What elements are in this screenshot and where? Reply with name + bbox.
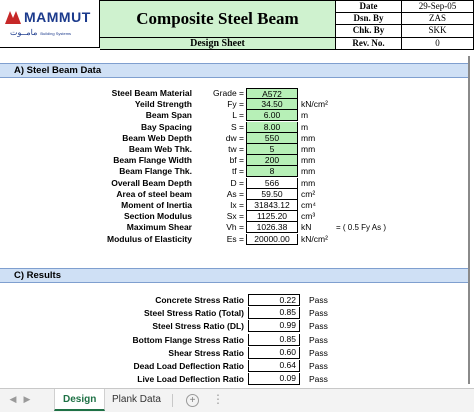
logo-text: MAMMUT xyxy=(24,9,91,25)
sheet-title: Composite Steel Beam xyxy=(136,9,299,28)
beam-param-unit: cm² xyxy=(301,188,316,199)
beam-param-symbol: Vh = xyxy=(226,222,244,233)
result-row xyxy=(0,334,468,346)
result-status: Pass xyxy=(309,374,328,385)
beam-param-label: Modulus of Elasticity xyxy=(106,233,192,244)
beam-param-value-cell[interactable]: 8.00 xyxy=(246,122,298,133)
beam-param-symbol: tf = xyxy=(231,166,244,177)
sheet-header xyxy=(0,0,474,56)
beam-data-row xyxy=(0,200,468,211)
beam-param-value-cell[interactable]: 200 xyxy=(246,155,298,166)
company-logo xyxy=(0,0,100,48)
beam-data-row xyxy=(0,155,468,166)
tab-plank-data[interactable]: Plank Data xyxy=(112,394,161,405)
beam-param-note: = ( 0.5 Fy As ) xyxy=(336,223,387,233)
result-value-cell[interactable]: 0.64 xyxy=(248,360,300,372)
beam-param-unit: mm xyxy=(301,177,316,188)
sheet-subtitle: Design Sheet xyxy=(190,38,245,49)
beam-param-unit: kN/cm² xyxy=(301,233,328,244)
beam-param-unit: mm xyxy=(301,166,316,177)
beam-param-label: Overall Beam Depth xyxy=(111,177,192,188)
beam-data-row xyxy=(0,110,468,121)
beam-param-label: Maximum Shear xyxy=(126,222,192,233)
beam-data-row xyxy=(0,178,468,189)
result-label: Dead Load Deflection Ratio xyxy=(133,361,244,371)
beam-param-symbol: tw = xyxy=(228,144,244,154)
result-status: Pass xyxy=(309,347,328,358)
beam-param-symbol: Grade = xyxy=(213,88,244,98)
beam-param-value-cell[interactable]: 5 xyxy=(246,144,298,155)
beam-data-row xyxy=(0,133,468,144)
beam-data-row xyxy=(0,122,468,133)
beam-param-label: Beam Web Depth xyxy=(122,132,192,143)
result-row xyxy=(0,294,468,306)
result-value-cell[interactable]: 0.99 xyxy=(248,320,300,332)
beam-param-unit: mm xyxy=(301,155,316,166)
result-value-cell[interactable]: 0.85 xyxy=(248,334,300,346)
beam-param-value-cell[interactable]: 20000.00 xyxy=(246,234,298,245)
beam-data-row xyxy=(0,144,468,155)
sheet-right-border xyxy=(468,56,470,384)
beam-param-label: Yeild Strength xyxy=(134,99,192,110)
beam-data-row xyxy=(0,189,468,200)
sheet-nav-arrows xyxy=(6,394,46,408)
beam-param-unit: m xyxy=(301,121,309,132)
beam-param-symbol: As = xyxy=(226,188,244,199)
beam-param-symbol: D = xyxy=(230,177,244,188)
result-label: Bottom Flange Stress Ratio xyxy=(132,334,244,345)
beam-param-value-cell[interactable]: 8 xyxy=(246,166,298,177)
sheet-subtitle-cell[interactable] xyxy=(100,38,336,50)
meta-row-date[interactable]: Date 29-Sep-05 xyxy=(336,0,474,13)
beam-param-symbol: dw = xyxy=(225,132,244,143)
beam-param-value-cell[interactable]: A572 xyxy=(246,88,298,99)
result-status: Pass xyxy=(309,334,328,345)
beam-data-row xyxy=(0,234,468,245)
result-row xyxy=(0,320,468,332)
beam-param-unit: kN/cm² xyxy=(301,99,328,110)
beam-param-label: Beam Flange Width xyxy=(113,155,192,166)
beam-data-row xyxy=(0,99,468,110)
sheet-title-cell[interactable] xyxy=(100,0,336,38)
beam-param-unit: cm⁴ xyxy=(301,200,316,210)
beam-param-value-cell[interactable]: 59.50 xyxy=(246,189,298,200)
beam-data-row xyxy=(0,88,468,99)
prev-sheet-icon[interactable]: ◀ xyxy=(9,394,17,404)
beam-param-symbol: L = xyxy=(232,110,244,121)
logo-subtext: مامــوت Building Systems xyxy=(10,28,72,37)
beam-param-value-cell[interactable]: 31843.12 xyxy=(246,200,298,211)
more-options-icon[interactable]: ⋮ xyxy=(212,392,224,406)
beam-param-value-cell[interactable]: 34.50 xyxy=(246,99,298,110)
beam-param-value-cell[interactable]: 566 xyxy=(246,178,298,189)
section-steel-beam-data: A) Steel Beam Data xyxy=(0,63,468,78)
beam-param-label: Beam Flange Thk. xyxy=(119,166,192,177)
result-status: Pass xyxy=(309,308,328,319)
beam-param-symbol: Ix = xyxy=(230,200,244,210)
beam-param-symbol: Fy = xyxy=(227,99,244,110)
beam-data-row xyxy=(0,211,468,222)
tab-design[interactable]: Design xyxy=(54,389,105,411)
tab-separator xyxy=(172,394,173,407)
sheet-tab-bar xyxy=(0,388,474,412)
section-results: C) Results xyxy=(0,268,468,283)
beam-param-label: Steel Beam Material xyxy=(111,88,192,98)
beam-param-symbol: bf = xyxy=(229,155,244,166)
beam-param-label: Bay Spacing xyxy=(140,121,192,132)
beam-param-label: Beam Web Thk. xyxy=(128,144,192,154)
beam-param-symbol: Es = xyxy=(226,233,244,244)
beam-param-unit: kN xyxy=(301,222,312,233)
beam-param-label: Moment of Inertia xyxy=(121,200,192,210)
beam-param-label: Section Modulus xyxy=(124,211,192,222)
beam-param-unit: mm xyxy=(301,144,316,154)
beam-param-label: Beam Span xyxy=(145,110,192,121)
mammut-logo-icon xyxy=(4,8,22,26)
result-status: Pass xyxy=(309,321,328,332)
add-sheet-icon[interactable]: + xyxy=(186,394,199,407)
result-label: Steel Stress Ratio (DL) xyxy=(152,321,244,332)
beam-data-row xyxy=(0,166,468,177)
beam-param-value-cell[interactable]: 6.00 xyxy=(246,110,298,121)
result-row xyxy=(0,307,468,319)
result-label: Steel Stress Ratio (Total) xyxy=(144,308,244,319)
result-status: Pass xyxy=(309,295,328,305)
beam-param-unit: m xyxy=(301,110,309,121)
meta-row-revision[interactable]: Rev. No. 0 xyxy=(336,38,474,51)
result-label: Concrete Stress Ratio xyxy=(155,295,244,305)
beam-data-row xyxy=(0,222,468,233)
revision-table xyxy=(336,0,474,50)
result-row xyxy=(0,373,468,385)
result-label: Live Load Deflection Ratio xyxy=(137,374,244,385)
result-label: Shear Stress Ratio xyxy=(168,347,244,358)
beam-param-value-cell[interactable]: 1026.38 xyxy=(246,222,298,233)
result-row xyxy=(0,347,468,359)
result-value-cell[interactable]: 0.60 xyxy=(248,347,300,359)
meta-row-checker[interactable]: Chk. By SKK xyxy=(336,25,474,38)
beam-param-symbol: S = xyxy=(231,121,244,132)
beam-param-symbol: Sx = xyxy=(226,211,244,222)
meta-row-designer[interactable]: Dsn. By ZAS xyxy=(336,13,474,26)
result-status: Pass xyxy=(309,361,328,371)
result-value-cell[interactable]: 0.22 xyxy=(248,294,300,306)
beam-param-label: Area of steel beam xyxy=(116,188,192,199)
result-value-cell[interactable]: 0.85 xyxy=(248,307,300,319)
next-sheet-icon[interactable]: ▶ xyxy=(23,394,31,404)
beam-param-value-cell[interactable]: 550 xyxy=(246,133,298,144)
result-value-cell[interactable]: 0.09 xyxy=(248,373,300,385)
beam-param-value-cell[interactable]: 1125.20 xyxy=(246,211,298,222)
beam-param-unit: mm xyxy=(301,132,316,143)
beam-param-unit: cm³ xyxy=(301,211,316,222)
result-row xyxy=(0,360,468,372)
